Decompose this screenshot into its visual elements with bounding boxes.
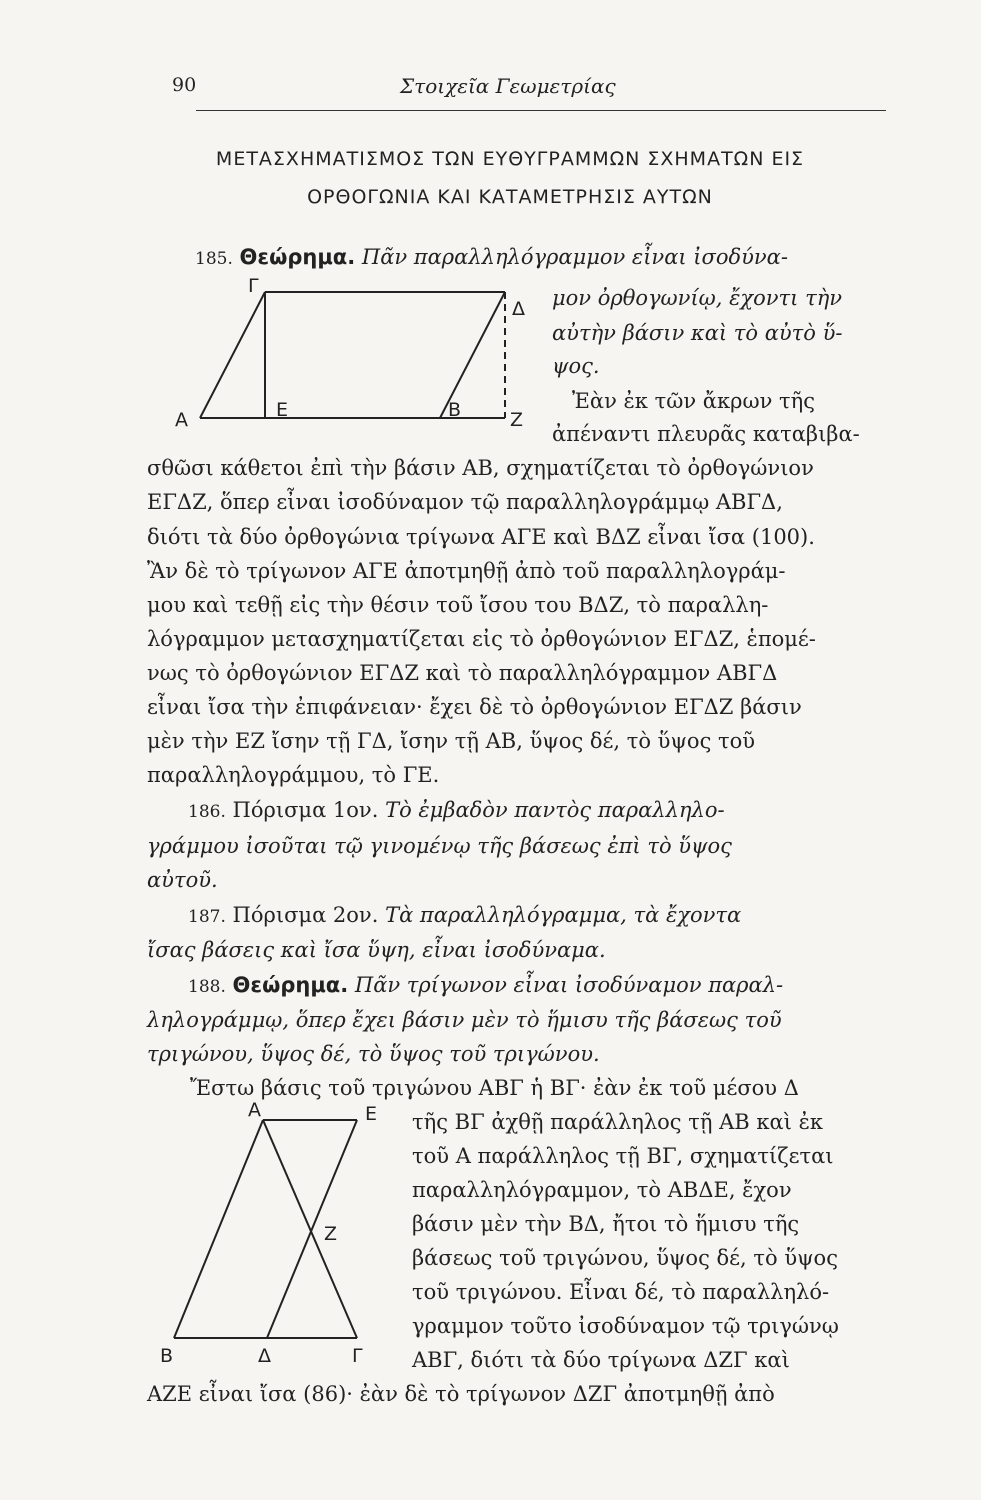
s185-line-10: Ἂν δὲ τὸ τρίγωνον ΑΓΕ ἀποτμηθῇ ἀπὸ τοῦ παραλληλογράμ- bbox=[147, 559, 786, 583]
fig2-label-delta: Δ bbox=[258, 1345, 271, 1367]
s188-line-5: τῆς ΒΓ ἀχθῇ παράλληλος τῇ ΑΒ καὶ ἐκ bbox=[412, 1110, 823, 1134]
s188-line-11: γραμμον τοῦτο ἰσοδύναμον τῷ τριγώνῳ bbox=[412, 1314, 839, 1338]
section-heading-line-2: ΟΡΘΟΓΩΝΙΑ ΚΑΙ ΚΑΤΑΜΕΤΡΗΣΙΣ ΑΥΤΩΝ bbox=[307, 186, 713, 208]
s185-text-1: Πᾶν παραλληλόγραμμον εἶναι ἰσοδύνα- bbox=[361, 245, 788, 269]
s188-text-1: Πᾶν τρίγωνον εἶναι ἰσοδύναμον παραλ- bbox=[354, 973, 784, 997]
s185-line-1 bbox=[195, 247, 788, 268]
section-heading-line-1: ΜΕΤΑΣΧΗΜΑΤΙΣΜΟΣ ΤΩΝ ΕΥΘΥΓΡΑΜΜΩΝ ΣΧΗΜΑΤΩΝ ΕΙΣ bbox=[215, 148, 805, 170]
s185-line-9: διότι τὰ δύο ὀρθογώνια τρίγωνα ΑΓΕ καὶ ΒΔΖ εἶναι ἴσα (100). bbox=[147, 525, 815, 549]
s185-number: 185. bbox=[195, 249, 233, 269]
fig2-label-alpha: Α bbox=[248, 1099, 261, 1121]
page-number: 90 bbox=[172, 74, 197, 96]
s185-line-3: αὐτὴν βάσιν καὶ τὸ αὐτὸ ὕ- bbox=[552, 321, 843, 345]
figure-triangle bbox=[160, 1090, 400, 1370]
fig1-label-gamma: Γ bbox=[248, 275, 259, 297]
s188-line-4: Ἔστω βάσις τοῦ τριγώνου ΑΒΓ ἡ ΒΓ· ἐὰν ἐκ τοῦ μέσου Δ bbox=[190, 1076, 799, 1100]
s186-line-2: γράμμου ἰσοῦται τῷ γινομένῳ τῆς βάσεως ἐπὶ τὸ ὕψος bbox=[147, 834, 732, 858]
fig2-label-zeta: Ζ bbox=[324, 1223, 338, 1245]
s185-line-6: ἀπέναντι πλευρᾶς καταβιβα- bbox=[552, 422, 860, 446]
figure-parallelogram bbox=[150, 270, 530, 450]
s188-line-2: ληλογράμμῳ, ὅπερ ἔχει βάσιν μὲν τὸ ἥμισυ τῆς βάσεως τοῦ bbox=[147, 1008, 782, 1032]
fig1-label-delta: Δ bbox=[512, 298, 525, 320]
s185-line-15: μὲν τὴν ΕΖ ἴσην τῇ ΓΔ, ἴσην τῇ ΑΒ, ὕψος δέ, τὸ ὕψος τοῦ bbox=[147, 729, 756, 753]
s188-label: Θεώρημα. bbox=[232, 973, 349, 997]
fig1-label-zeta: Ζ bbox=[510, 409, 524, 431]
running-title: Στοιχεῖα Γεωμετρίας bbox=[400, 74, 616, 98]
s188-line-10: τοῦ τριγώνου. Εἶναι δέ, τὸ παραλληλό- bbox=[412, 1280, 830, 1304]
fig2-label-gamma: Γ bbox=[352, 1345, 363, 1367]
s186-label: Πόρισμα 1ον. bbox=[232, 798, 379, 822]
fig1-label-alpha: Α bbox=[175, 409, 188, 431]
s185-line-14: εἶναι ἴσα τὴν ἐπιφάνειαν· ἔχει δὲ τὸ ὀρθογώνιον ΕΓΔΖ βάσιν bbox=[147, 695, 802, 719]
s185-label: Θεώρημα. bbox=[239, 245, 356, 269]
s185-line-2: μον ὀρθογωνίῳ, ἔχοντι τὴν bbox=[552, 286, 843, 310]
fig1-label-beta: Β bbox=[448, 399, 462, 421]
s185-line-8: ΕΓΔΖ, ὅπερ εἶναι ἰσοδύναμον τῷ παραλληλογράμμῳ ΑΒΓΔ, bbox=[147, 490, 783, 514]
s188-line-6: τοῦ Α παράλληλος τῇ ΒΓ, σχηματίζεται bbox=[412, 1144, 834, 1168]
s188-number: 188. bbox=[188, 977, 226, 997]
s187-number: 187. bbox=[188, 907, 226, 927]
s187-line-2: ἴσας βάσεις καὶ ἴσα ὕψη, εἶναι ἰσοδύναμα. bbox=[147, 938, 606, 962]
s185-line-12: λόγραμμον μετασχηματίζεται εἰς τὸ ὀρθογώνιον ΕΓΔΖ, ἑπομέ- bbox=[147, 627, 816, 651]
s185-line-11: μου καὶ τεθῇ εἰς τὴν θέσιν τοῦ ἴσου του ΒΔΖ, τὸ παραλλη- bbox=[147, 593, 769, 617]
s187-line-1 bbox=[188, 905, 741, 926]
s185-line-13: νως τὸ ὀρθογώνιον ΕΓΔΖ καὶ τὸ παραλληλόγραμμον ΑΒΓΔ bbox=[147, 661, 778, 685]
s188-line-12: ΑΒΓ, διότι τὰ δύο τρίγωνα ΔΖΓ καὶ bbox=[412, 1348, 790, 1372]
s186-line-1 bbox=[188, 800, 725, 821]
s186-number: 186. bbox=[188, 802, 226, 822]
s188-line-8: βάσιν μὲν τὴν ΒΔ, ἤτοι τὸ ἥμισυ τῆς bbox=[412, 1212, 800, 1236]
header-rule bbox=[196, 110, 886, 111]
s186-line-3: αὐτοῦ. bbox=[147, 868, 218, 892]
fig1-label-epsilon: Ε bbox=[276, 399, 289, 421]
s185-line-4: ψος. bbox=[552, 354, 600, 378]
s188-line-3: τριγώνου, ὕψος δέ, τὸ ὕψος τοῦ τριγώνου. bbox=[147, 1042, 600, 1066]
s185-line-7: σθῶσι κάθετοι ἐπὶ τὴν βάσιν ΑΒ, σχηματίζεται τὸ ὀρθογώνιον bbox=[147, 456, 814, 480]
s186-text-1: Τὸ ἐμβαδὸν παντὸς παραλληλο- bbox=[385, 798, 725, 822]
s185-line-16: παραλληλογράμμου, τὸ ΓΕ. bbox=[147, 763, 440, 787]
fig2-label-epsilon: Ε bbox=[365, 1103, 378, 1125]
s187-text-1: Τὰ παραλληλόγραμμα, τὰ ἔχοντα bbox=[385, 903, 742, 927]
s187-label: Πόρισμα 2ον. bbox=[232, 903, 379, 927]
fig2-label-beta: Β bbox=[160, 1345, 174, 1367]
s185-line-5: Ἐὰν ἐκ τῶν ἄκρων τῆς bbox=[572, 389, 815, 413]
s188-line-7: παραλληλόγραμμον, τὸ ΑΒΔΕ, ἔχον bbox=[412, 1178, 792, 1202]
s188-line-13: ΑΖΕ εἶναι ἴσα (86)· ἐὰν δὲ τὸ τρίγωνον ΔΖΓ ἀποτμηθῇ ἀπὸ bbox=[147, 1382, 775, 1406]
s188-line-9: βάσεως τοῦ τριγώνου, ὕψος δέ, τὸ ὕψος bbox=[412, 1246, 838, 1270]
s188-line-1 bbox=[188, 975, 783, 996]
